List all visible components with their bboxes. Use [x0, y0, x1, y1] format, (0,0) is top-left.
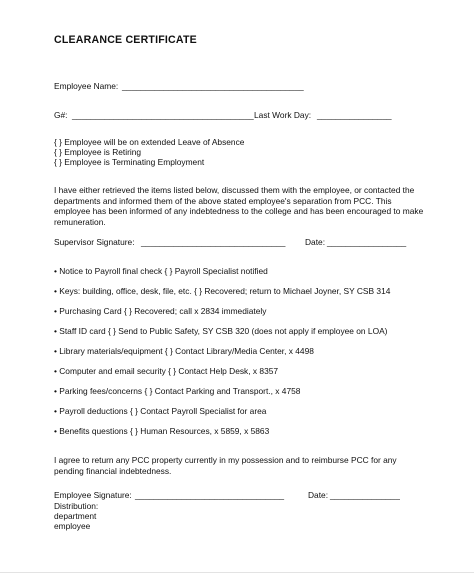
employee-name-label: Employee Name: [54, 81, 119, 91]
checklist-item-keys[interactable]: • Keys: building, office, desk, file, etc. { } Recovered; return to Michael Joyner, SY CSB 314 [54, 286, 391, 296]
checklist-item-parking[interactable]: • Parking fees/concerns { } Contact Parking and Transport., x 4758 [54, 386, 301, 396]
checklist-item-payroll-deductions[interactable]: • Payroll deductions { } Contact Payroll Specialist for area [54, 406, 267, 416]
agreement-paragraph: I agree to return any PCC property currently in my possession and to reimburse PCC for any pending financial indebtedness. [54, 455, 397, 476]
last-work-day-line[interactable]: ________________ [317, 110, 392, 120]
last-work-day-label: Last Work Day: [254, 110, 312, 120]
employee-date-line[interactable]: _______________ [330, 490, 400, 500]
distribution-item-employee: employee [54, 521, 91, 531]
status-option-leave[interactable]: { } Employee will be on extended Leave of Absence [54, 137, 245, 147]
distribution-label: Distribution: [54, 501, 99, 511]
employee-name-line[interactable]: _______________________________________ [122, 81, 304, 91]
document-title: CLEARANCE CERTIFICATE [54, 34, 197, 46]
checklist-item-benefits[interactable]: • Benefits questions { } Human Resources, x 5859, x 5863 [54, 426, 270, 436]
checklist-item-payroll-notice[interactable]: • Notice to Payroll final check { } Payroll Specialist notified [54, 266, 268, 276]
checklist-item-library[interactable]: • Library materials/equipment { } Contact Library/Media Center, x 4498 [54, 346, 314, 356]
supervisor-date-label: Date: [305, 237, 326, 247]
checklist-item-computer-email[interactable]: • Computer and email security { } Contact Help Desk, x 8357 [54, 366, 279, 376]
status-option-retiring[interactable]: { } Employee is Retiring [54, 147, 142, 157]
page-bottom-divider [0, 572, 474, 573]
distribution-item-department: department [54, 511, 97, 521]
g-number-label: G#: [54, 110, 68, 120]
supervisor-signature-label: Supervisor Signature: [54, 237, 135, 247]
statement-paragraph: I have either retrieved the items listed below, discussed them with the employee, or contacted the departments and informed them of the above stated employee's separation from PCC. This employee has been informed of any indebtedness to the college and has been encouraged to make remuneration. [54, 185, 424, 227]
checklist-item-staff-id[interactable]: • Staff ID card { } Send to Public Safety, SY CSB 320 (does not apply if employee on LOA) [54, 326, 388, 336]
status-option-terminating[interactable]: { } Employee is Terminating Employment [54, 157, 205, 167]
employee-date-label: Date: [308, 490, 329, 500]
g-number-line[interactable]: _______________________________________ [72, 110, 254, 120]
employee-signature-label: Employee Signature: [54, 490, 132, 500]
supervisor-signature-line[interactable]: _______________________________ [141, 237, 286, 247]
checklist-item-purchasing-card[interactable]: • Purchasing Card { } Recovered; call x 2834 immediately [54, 306, 267, 316]
supervisor-date-line[interactable]: _________________ [327, 237, 407, 247]
employee-signature-line[interactable]: ________________________________ [135, 490, 285, 500]
